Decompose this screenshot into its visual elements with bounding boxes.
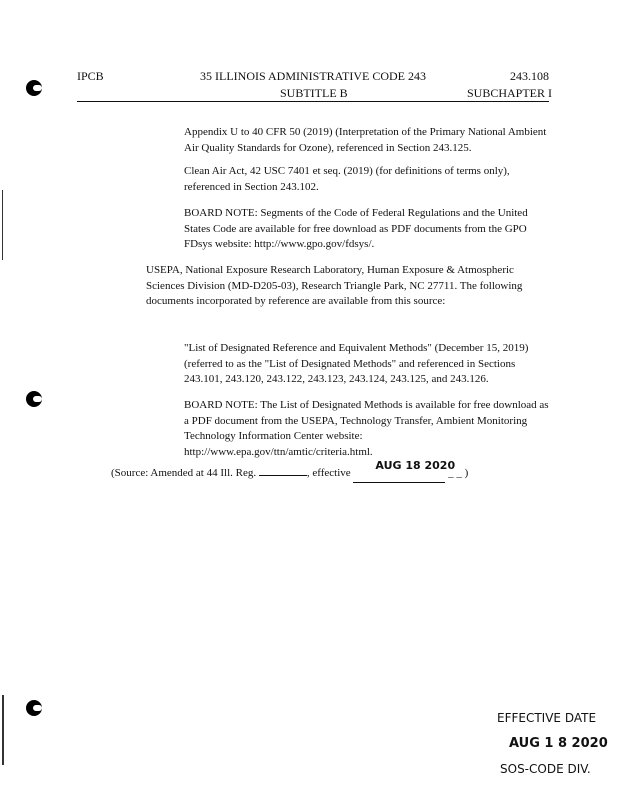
punch-hole-bottom [26, 700, 42, 716]
header-subchapter: SUBCHAPTER I [467, 86, 553, 100]
paragraph-board-note-1: BOARD NOTE: Segments of the Code of Federal Regulations and the United States Code are available for free download as PDF documents from the GPO FDsys website: http://www.gpo.gov/fdsys/. [184, 207, 528, 250]
paragraph-designated-methods: "List of Designated Reference and Equivalent Methods" (December 15, 2019) (referred to as the "List of Designated Methods" and referenced in Sections 243.101, 243.120, 243.122, 243.123, 243.124, 243.125, and 243.126. [184, 342, 529, 385]
header-left: IPCB [77, 69, 104, 83]
stamp-effective-date-label: EFFECTIVE DATE [497, 711, 597, 725]
source-trailing-blanks: _ _ [448, 467, 462, 479]
punch-hole-top [26, 80, 42, 96]
paragraph-board-note-2: BOARD NOTE: The List of Designated Methods is available for free download as a PDF document from the USEPA, Technology Transfer, Ambient Monitoring Technology Information Center website: http://www.epa.gov/ttn/amtic/criteria.html. [184, 399, 549, 458]
punch-hole-middle [26, 391, 42, 407]
paragraph-appendix-u: Appendix U to 40 CFR 50 (2019) (Interpretation of the Primary National Ambient Air Quality Standards for Ozone), referenced in Section 243.125. [184, 126, 547, 154]
header-right: 243.108 [510, 69, 549, 83]
source-line [111, 459, 469, 483]
source-middle: , effective [306, 467, 351, 479]
paragraph-clean-air-act: Clean Air Act, 42 USC 7401 et seq. (2019) (for definitions of terms only), referenced in Section 243.102. [184, 165, 510, 193]
scan-margin-mark [2, 695, 4, 765]
paragraph-usepa-source: USEPA, National Exposure Research Laboratory, Human Exposure & Atmospheric Sciences Division (MD-D205-03), Research Triangle Park, NC 27711. The following documents incorporated by reference are available from this source: [146, 264, 523, 307]
header-subtitle: SUBTITLE B [280, 86, 348, 100]
register-blank [259, 475, 307, 476]
stamp-sos-code-div: SOS-CODE DIV. [500, 762, 591, 776]
source-prefix: (Source: Amended at 44 Ill. Reg. [111, 467, 257, 479]
header-center: 35 ILLINOIS ADMINISTRATIVE CODE 243 [200, 69, 426, 83]
scan-margin-mark [2, 190, 3, 260]
source-suffix: ) [464, 467, 469, 479]
effective-date-blank [353, 459, 456, 483]
header-rule [77, 101, 549, 102]
stamp-effective-date-value: AUG 1 8 2020 [509, 736, 608, 751]
stamped-effective-date: AUG 18 2020 [375, 459, 456, 472]
